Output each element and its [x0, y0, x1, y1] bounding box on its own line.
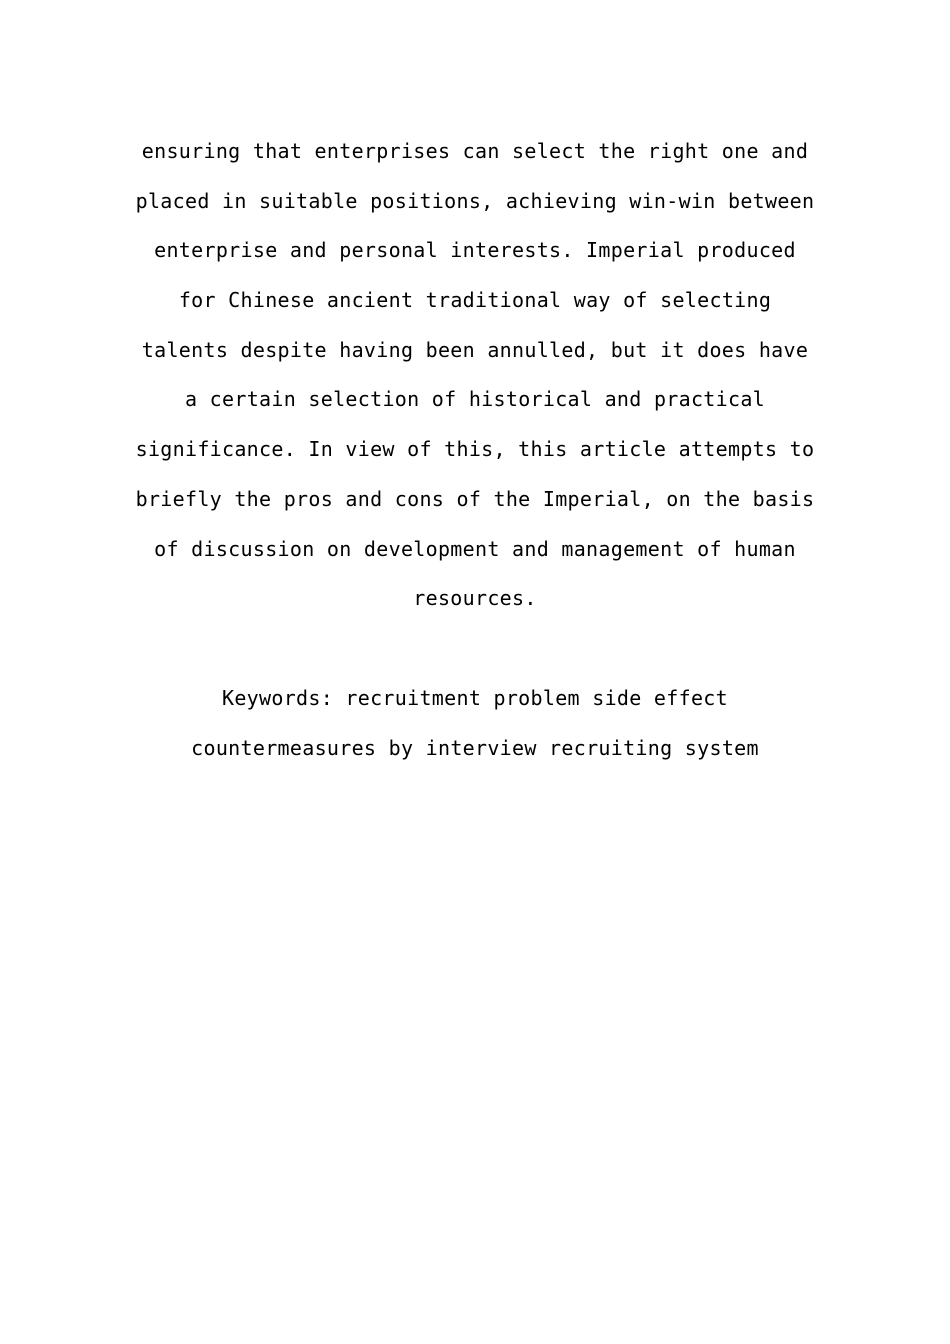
abstract-line: of discussion on development and management of human	[154, 536, 796, 561]
keywords-line: Keywords: recruitment problem side effect	[222, 686, 728, 710]
abstract-line: placed in suitable positions, achieving win-win between	[135, 188, 815, 213]
abstract-line: for Chinese ancient traditional way of selecting	[178, 288, 772, 313]
abstract-paragraph	[120, 127, 830, 624]
abstract-line: enterprise and personal interests. Imperial produced	[154, 238, 796, 263]
abstract-line: talents despite having been annulled, but it does have	[141, 337, 809, 362]
abstract-line: resources.	[413, 586, 537, 611]
abstract-line: significance. In view of this, this article attempts to	[135, 437, 815, 462]
keywords-section	[120, 674, 830, 773]
abstract-line: a certain selection of historical and practical	[184, 387, 766, 412]
keywords-line: countermeasures by interview recruiting system	[191, 735, 759, 760]
abstract-line: ensuring that enterprises can select the right one and	[141, 139, 809, 163]
abstract-line: briefly the pros and cons of the Imperial, on the basis	[135, 486, 815, 511]
